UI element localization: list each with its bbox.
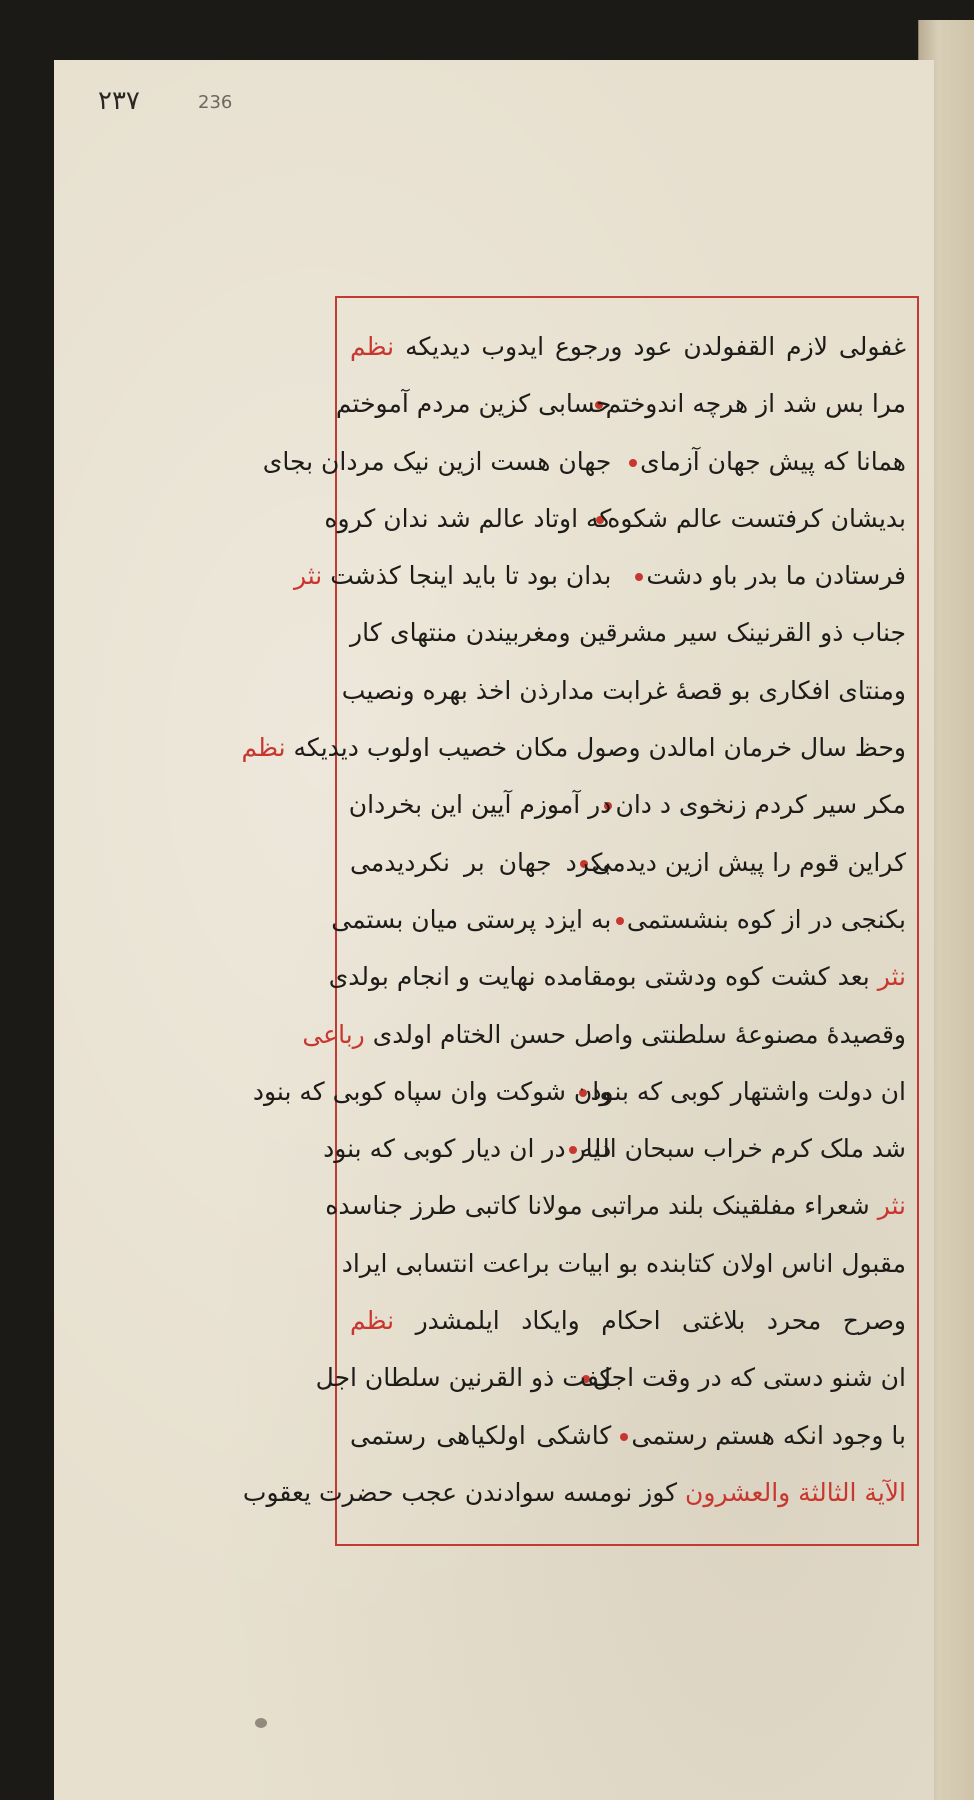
verse-line — [315, 1349, 906, 1406]
hemistich-left — [350, 776, 611, 833]
verse-line — [335, 375, 906, 432]
prose-line — [341, 1235, 906, 1292]
hemistich-right: مرا بس شد از هرچه اندوختم — [645, 375, 906, 432]
line-text: ومنتای افکاری بو قصهٔ غرابت مدارذن اخذ بهره ونصیب — [341, 675, 906, 705]
verse-line — [331, 891, 906, 948]
hemistich-left-text: دیار در ان دیار کوبی که بنود — [323, 1134, 612, 1164]
rubric: نظم — [350, 332, 395, 361]
hemistich-left — [323, 1120, 612, 1177]
prose-line — [328, 948, 906, 1005]
verse-divider-dot — [616, 917, 624, 925]
verse-line — [350, 776, 906, 833]
hemistich-right: فرستادن ما بدر باو دشت — [645, 547, 906, 604]
prose-line — [341, 662, 906, 719]
line-text: جناب ذو القرنینک سیر مشرقین ومغربیندن منتهای کار — [350, 618, 906, 648]
hemistich-left — [252, 1063, 612, 1120]
rubric: رباعی — [302, 1019, 365, 1049]
verse-line — [324, 490, 906, 547]
hemistich-left-text: در آموزم آیین این بخردان — [348, 790, 612, 820]
hemistich-left-text: کفت ذو القرنین سلطان اجل — [315, 1363, 612, 1393]
hemistich-right: کراین قوم را پیش ازین دیدمی — [645, 834, 906, 891]
line-text: وصرح محرد بلاغتی احکام وایکاد ایلمشدر — [415, 1306, 906, 1336]
prose-line — [325, 1177, 906, 1234]
verse-line — [293, 547, 906, 604]
line-text: بعد کشت کوه ودشتی بومقامده نهایت و انجام بولدی — [328, 962, 870, 992]
prose-line — [241, 719, 906, 776]
hemistich-right: بدیشان کرفتست عالم شکوه — [645, 490, 906, 547]
verse-divider-dot — [629, 459, 637, 467]
hemistich-left-text: وان شوکت وان سپاه کوبی که بنود — [252, 1076, 612, 1106]
line-text: کوز نومسه سوادندن عجب حضرت یعقوب — [242, 1477, 678, 1507]
rubric: نثر — [877, 962, 906, 992]
rubric: نظم — [241, 733, 286, 763]
hemistich-left — [315, 1349, 612, 1406]
hemistich-right: شد ملک کرم خراب سبحان الله — [645, 1120, 906, 1177]
rubric: نثر — [877, 1191, 906, 1221]
prose-line — [242, 1464, 906, 1521]
verse-divider-dot — [620, 1433, 628, 1441]
verse-line — [252, 1063, 906, 1120]
prose-line — [350, 318, 906, 375]
prose-line — [350, 1292, 906, 1349]
line-text: مقبول اناس اولان کتابنده بو ابیات براعت انتسابی ایراد — [341, 1248, 906, 1278]
line-text: شعراء مفلقینک بلند مراتبی مولانا کاتبی طرز جناسده — [325, 1191, 870, 1221]
hemistich-left — [262, 433, 612, 490]
line-text: وقصیدهٔ مصنوعهٔ سلطنتی واصل حسن الختام اولدی — [372, 1019, 906, 1049]
hemistich-right: با وجود انکه هستم رستمی — [645, 1407, 906, 1464]
hemistich-left-text: به ایزد پرستی میان بستمی — [331, 904, 612, 934]
verse-line — [323, 1120, 906, 1177]
folio-number: ٢٣٧ — [98, 86, 140, 116]
verse-line — [350, 834, 906, 891]
rubric: نثر — [293, 561, 323, 591]
prose-line — [302, 1006, 906, 1063]
ink-stain — [255, 1718, 267, 1728]
hemistich-left — [350, 1407, 611, 1464]
hemistich-left-text: جهان هست ازین نیک مردان بجای — [262, 446, 612, 476]
hemistich-left-text: حسابی کزین مردم آموختم — [335, 389, 612, 419]
hemistich-left-text: کاشکی اولکیاهی رستمی — [350, 1420, 612, 1450]
hemistich-right: همانا که پیش جهان آزمای — [645, 433, 906, 490]
hemistich-left — [350, 834, 611, 891]
hemistich-left-text: بکرد جهان بر نکردیدمی — [350, 847, 612, 877]
hemistich-left-text: بدان بود تا باید اینجا کذشت — [330, 561, 612, 591]
text-block — [241, 318, 906, 1538]
rubric: الآیة الثالثة والعشرون — [685, 1477, 906, 1507]
pencil-foliation: 236 — [198, 92, 233, 113]
prose-line — [350, 604, 906, 661]
hemistich-right: بکنجی در از کوه بنشستمی — [645, 891, 906, 948]
verse-divider-dot — [635, 573, 643, 581]
hemistich-right: ان شنو دستی که در وقت اجل — [645, 1349, 906, 1406]
line-text: وحظ سال خرمان امالدن وصول مکان خصیب اولوب دیدیکه — [293, 733, 906, 763]
verse-line — [350, 1407, 906, 1464]
hemistich-left — [293, 547, 612, 604]
hemistich-left — [324, 490, 612, 547]
hemistich-left-text: که اوتاد عالم شد ندان کروه — [324, 503, 612, 533]
verse-line — [262, 433, 906, 490]
line-text: غفولی لازم القفولدن عود ورجوع ایدوب دیدیکه — [405, 332, 906, 361]
hemistich-left — [335, 375, 612, 432]
hemistich-right: ان دولت واشتهار کوبی که بنود — [645, 1063, 906, 1120]
rubric: نظم — [350, 1306, 395, 1336]
hemistich-left — [331, 891, 612, 948]
hemistich-right: مکر سیر کردم زنخوی د دان — [645, 776, 906, 833]
